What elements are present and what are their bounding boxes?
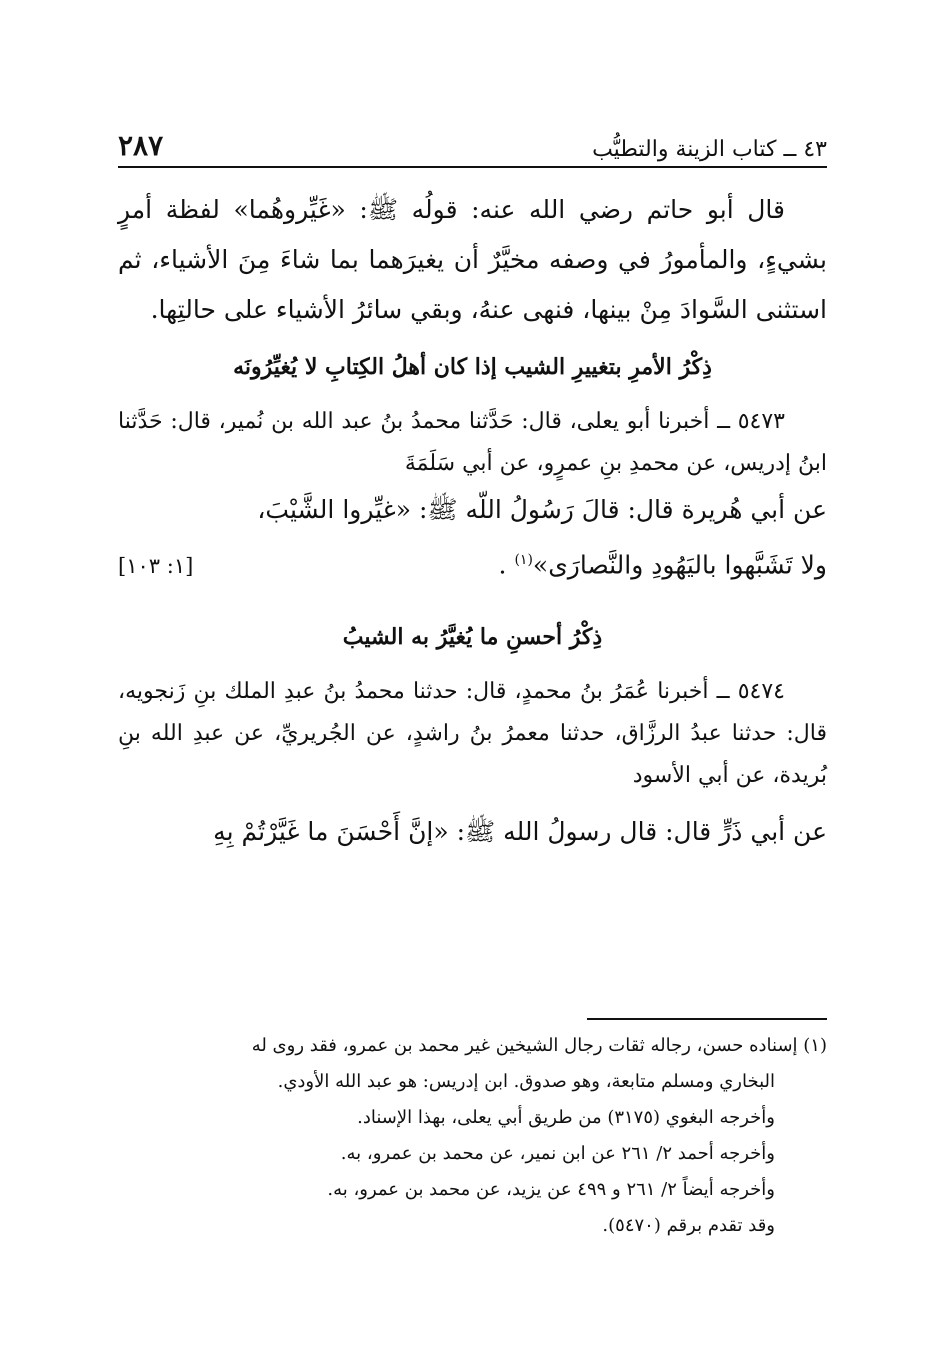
hadith-line: عن أبي هُريرة قال: قالَ رَسُولُ اللّه ﷺ: «غيِّروا الشَّيْبَ،: [257, 495, 827, 524]
footnote-marker: (١): [514, 552, 533, 568]
hadith-line-end: [499, 535, 827, 590]
footnote-line: البخاري ومسلم متابعة، وهو صدوق. ابن إدريس: هو عبد الله الأودي.: [277, 1071, 775, 1092]
footnote-divider: [587, 1018, 827, 1020]
reference-number: [١: ١٠٣]: [118, 554, 194, 579]
section-heading: ذِكْرُ الأمرِ بتغييرِ الشيب إذا كان أهلُ الكِتابِ لا يُغيِّرُونَه: [233, 354, 712, 380]
isnad-paragraph: ٥٤٧٣ ــ أخبرنا أبو يعلى، قال: حَدَّثنا محمدُ بنُ عبد الله بن نُمير، قال: حَدَّثنا ابنُ إدريس، عن محمدِ بنِ عمرٍو، عن أبي سَلَمَةَ: [118, 409, 827, 476]
commentary-paragraph: قال أبو حاتم رضي الله عنه: قولُه ﷺ: «غَيِّروهُما» لفظة أمرٍ بشيءٍ، والمأمورُ في وصفه مخيَّرٌ أن يغيرَهما بما شاءَ مِنَ الأشياء، ثم استثنى السَّوادَ مِنْ بينها، فنهى عنهُ، وبقي سائرُ الأشياء على حالتِها.: [118, 195, 827, 324]
hadith-period: .: [498, 550, 515, 580]
footnote-line: وقد تقدم برقم (٥٤٧٠).: [602, 1215, 775, 1236]
hadith-line: عن أبي ذَرٍّ قال: قال رسولُ الله ﷺ: «إنَّ أَحْسَنَ ما غَيَّرْتُمْ بِهِ: [213, 817, 827, 847]
footnote-line: وأخرجه البغوي (٣١٧٥) من طريق أبي يعلى، بهذا الإسناد.: [357, 1107, 775, 1128]
hadith-closing-line: [118, 535, 827, 591]
hadith-line: ولا تَشَبَّهوا باليَهُودِ والنَّصارَى»: [532, 550, 827, 580]
footnotes: [118, 1028, 827, 1244]
footnote-line: وأخرجه أحمد ٢/ ٢٦١ عن ابن نمير، عن محمد بن عمرو، به.: [340, 1143, 775, 1164]
running-title: ٤٣ ــ كتاب الزينة والتطيُّب: [592, 137, 827, 162]
main-text: [118, 185, 827, 857]
page-header: [118, 112, 827, 168]
section-heading: ذِكْرُ أحسنِ ما يُغيَّرُ به الشيبُ: [342, 624, 603, 651]
footnote-line: (١) إسناده حسن، رجاله ثقات رجال الشيخين غير محمد بن عمرو، فقد روى له: [251, 1035, 827, 1056]
page-number: ٢٨٧: [118, 129, 164, 162]
isnad-paragraph: ٥٤٧٤ ــ أخبرنا عُمَرُ بنُ محمدٍ، قال: حدثنا محمدُ بنُ عبدِ الملك بنِ زَنجويه، قال: حدثنا عبدُ الرزَّاق، حدثنا معمرُ بنُ راشدٍ، عن الجُريريِّ، عن عبدِ الله بنِ بُريدة، عن أبي الأسود: [118, 679, 827, 789]
footnote-line: وأخرجه أيضاً ٢/ ٢٦١ و ٤٩٩ عن يزيد، عن محمد بن عمرو، به.: [327, 1179, 775, 1200]
